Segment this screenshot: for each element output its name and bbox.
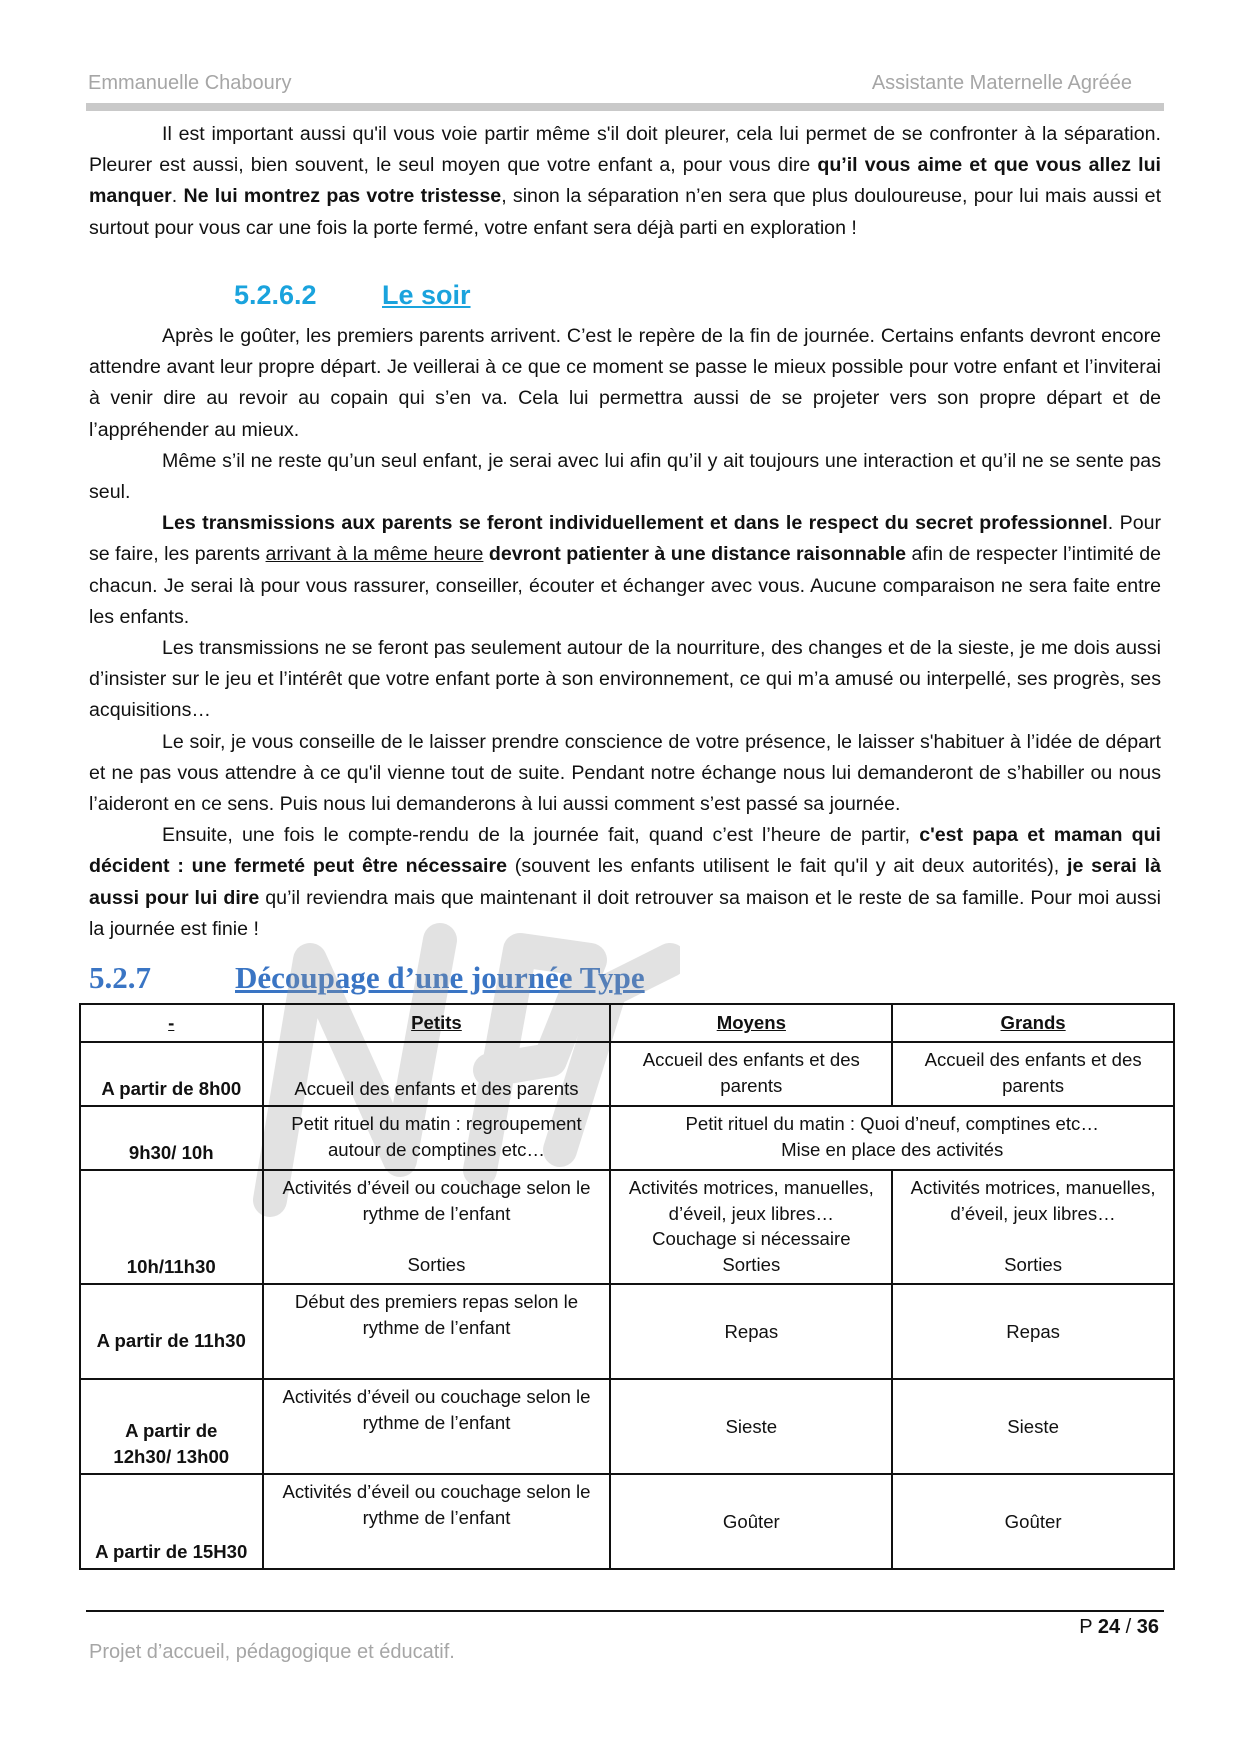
section-number: 5.2.6.2 xyxy=(234,280,317,310)
time-cell: A partir de 15H30 xyxy=(80,1474,263,1569)
header-role: Assistante Maternelle Agréée xyxy=(871,72,1132,94)
moyens-cell: Accueil des enfants et des parents xyxy=(610,1042,892,1106)
grands-cell: Activités motrices, manuelles, d’éveil, jeux libres… Sorties xyxy=(892,1170,1174,1284)
moyens-grands-cell: Petit rituel du matin : Quoi d’neuf, comptines etc… Mise en place des activités xyxy=(610,1106,1174,1170)
header-cell-time: - xyxy=(80,1004,263,1042)
time-cell: A partir de 11h30 xyxy=(80,1284,263,1379)
petits-cell: Accueil des enfants et des parents xyxy=(263,1042,611,1106)
paragraph: Même s’il ne reste qu’un seul enfant, je serai avec lui afin qu’il y ait toujours une interaction et qu’il ne se sente pas seul. xyxy=(89,449,1161,504)
header-cell-moyens: Moyens xyxy=(610,1004,892,1042)
footer-rule xyxy=(86,1610,1164,1612)
section-body-le-soir xyxy=(89,321,1161,945)
time-cell: A partir de 8h00 xyxy=(80,1042,263,1106)
grands-cell: Accueil des enfants et des parents xyxy=(892,1042,1174,1106)
paragraph: Après le goûter, les premiers parents arrivent. C’est le repère de la fin de journée. Certains enfants devront encore attendre avant leur propre départ. Je veillerai à ce que ce moment se passe le mieux possible pour votre enfant et l’inviterai à venir dire au revoir au copain qui s’en va. Cela lui permettra aussi de se projeter vers son propre départ et de l’appréhender au mieux. xyxy=(89,325,1161,441)
header-author: Emmanuelle Chaboury xyxy=(88,72,292,94)
paragraph-depart: Ensuite, une fois le compte-rendu de la journée fait, quand c’est l’heure de partir, c'est papa et maman qui décident : une fermeté peut être nécessaire (souvent les enfants utilisent le fait qu'il y ait deux autorités), je serai là aussi pour lui dire qu’il reviendra mais que maintenant il doit retrouver sa maison et le reste de sa famille. Pour moi aussi la journée est finie ! xyxy=(89,824,1162,940)
paragraph: Le soir, je vous conseille de le laisser prendre conscience de votre présence, le laisser s'habituer à l’idée de départ et ne pas vous attendre à ce qu'il vienne tout de suite. Pendant notre échange nous lui demanderont de s’habiller ou nous l’aideront en ce sens. Puis nous lui demanderons à lui aussi comment s’est passé sa journée. xyxy=(89,730,1161,816)
table-header-row xyxy=(80,1004,1174,1042)
table-row xyxy=(80,1284,1174,1379)
paragraph-transmissions: Les transmissions aux parents se feront individuellement et dans le respect du secret professionnel. Pour se faire, les parents arrivant à la même heure devront patienter à une distance raisonnable afin de respecter l’intimité de chacun. Je serai là pour vous rassurer, conseiller, écouter et échanger avec vous. Aucune comparaison ne sera faite entre les enfants. xyxy=(89,512,1162,628)
paragraph: Les transmissions ne se feront pas seulement autour de la nourriture, des changes et de la sieste, je me dois aussi d’insister sur le jeu et l’intérêt que votre enfant porte à son environnement, ce qui m’a amusé ou interpellé, ses progrès, ses acquisitions… xyxy=(89,637,1161,722)
table-row xyxy=(80,1106,1174,1170)
header-cell-grands: Grands xyxy=(892,1004,1174,1042)
section-number: 5.2.7 xyxy=(89,960,151,995)
schedule-table xyxy=(79,1003,1175,1570)
moyens-cell: Goûter xyxy=(610,1474,892,1569)
time-cell: 10h/11h30 xyxy=(80,1170,263,1284)
time-cell: 9h30/ 10h xyxy=(80,1106,263,1170)
section-title: Découpage d’une journée Type xyxy=(235,960,645,995)
petits-cell: Activités d’éveil ou couchage selon le rythme de l’enfant Sorties xyxy=(263,1170,611,1284)
time-cell: A partir de 12h30/ 13h00 xyxy=(80,1379,263,1474)
grands-cell: Goûter xyxy=(892,1474,1174,1569)
footer-title: Projet d’accueil, pédagogique et éducatif. xyxy=(89,1641,455,1663)
petits-cell: Activités d’éveil ou couchage selon le rythme de l’enfant xyxy=(263,1474,611,1569)
paragraph-separation: Il est important aussi qu'il vous voie partir même s'il doit pleurer, cela lui permet de se confronter à la séparation. Pleurer est aussi, bien souvent, le seul moyen que votre enfant a, pour vous dire qu’il vous aime et que vous allez lui manquer. Ne lui montrez pas votre tristesse, sinon la séparation n’en sera que plus douloureuse, pour lui mais aussi et surtout pour vous car une fois la porte fermé, votre enfant sera déjà parti en exploration ! xyxy=(89,123,1162,239)
table-row xyxy=(80,1042,1174,1106)
petits-cell: Petit rituel du matin : regroupement autour de comptines etc… xyxy=(263,1106,611,1170)
petits-cell: Activités d’éveil ou couchage selon le rythme de l’enfant xyxy=(263,1379,611,1474)
moyens-cell: Activités motrices, manuelles, d’éveil, jeux libres… Couchage si nécessaire Sorties xyxy=(610,1170,892,1284)
moyens-cell: Repas xyxy=(610,1284,892,1379)
grands-cell: Repas xyxy=(892,1284,1174,1379)
section-title: Le soir xyxy=(382,280,471,310)
page-header xyxy=(88,72,1160,100)
petits-cell: Début des premiers repas selon le rythme de l’enfant xyxy=(263,1284,611,1379)
header-cell-petits: Petits xyxy=(263,1004,611,1042)
table-row xyxy=(80,1474,1174,1569)
page-number: P 24 / 36 xyxy=(1079,1616,1159,1638)
grands-cell: Sieste xyxy=(892,1379,1174,1474)
table-row xyxy=(80,1170,1174,1284)
moyens-cell: Sieste xyxy=(610,1379,892,1474)
header-rule xyxy=(86,103,1164,111)
table-row xyxy=(80,1379,1174,1474)
